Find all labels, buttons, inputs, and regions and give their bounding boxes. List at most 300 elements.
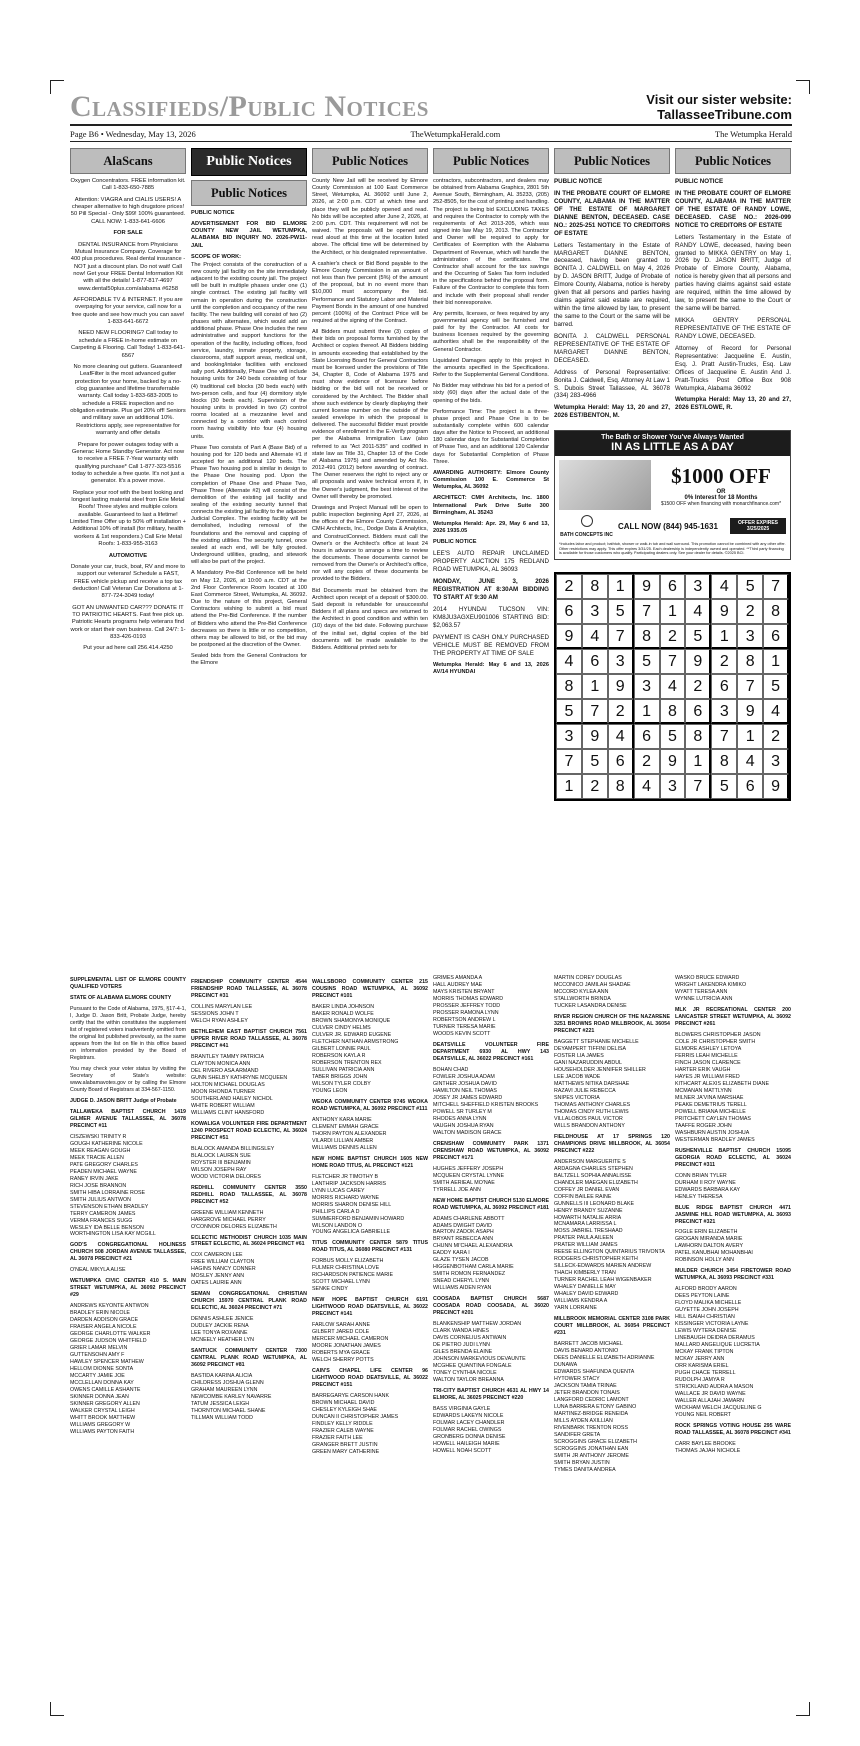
precinct-title: WALLSBORO COMMUNITY CENTER 215 COUSINS ROAD WETUMPKA, AL 36092 PRECINCT #101 xyxy=(312,979,428,999)
sudoku-cell: 6 xyxy=(582,649,608,674)
voter-name: CHESLEY KYLEIGH SHAE xyxy=(312,1407,377,1414)
precinct-title: RIVER REGION CHURCH OF THE NAZARENE 3251 BROWNS ROAD MILLBROOK, AL 36054 PRECINCT #221 xyxy=(554,1013,670,1034)
voter-name: SMITH AERIEAL MO'NAE xyxy=(433,1179,495,1186)
precinct-title: WEOKA COMMUNITY CENTER 9745 WEOKA ROAD WETUMPKA, AL 36092 PRECINCT #111 xyxy=(312,1098,428,1112)
voter-name: DEL RIVERO ASA ARMAND xyxy=(191,1067,259,1074)
voter-name: LEE JACOB WADE xyxy=(554,1073,601,1080)
voter-name: MCGHEE QUANTINA FONGALE xyxy=(433,1363,512,1370)
notice-paragraph: Bid Documents must be obtained from the Architect upon receipt of a deposit of $300.00. Said deposit is refundable for unsuccessful Bidders if all plans and specs are returned to the Architect in good condition and within ten (10) days of the bid date. Following purchase of the initial set, digital copies of the bid documents will be made available to the Bidders. Additional printed sets for xyxy=(312,587,428,651)
sudoku-cell: 1 xyxy=(763,649,789,674)
voter-name: VILLALOBOS PAUL VICTOR xyxy=(554,1115,623,1122)
precinct-title: SEMAN CONGREGATIONAL CHRISTIAN CHURCH 15970 CENTRAL PLANK ROAD ECLECTIC, AL 36024 PRECINCT #71 xyxy=(191,1291,307,1312)
voter-name: WHITE ROBERT WILLIAM xyxy=(191,1102,255,1109)
voter-name: THOMAS JAJAH NICHOLE xyxy=(675,1448,741,1455)
sudoku-cell: 3 xyxy=(634,674,660,699)
notice-title: ADVERTISEMENT FOR BID ELMORE COUNTY NEW JAIL WETUMPKA, ALABAMA BID INQUIRY NO. 2026-PW11-JAIL xyxy=(191,221,307,249)
precinct-title: REDHILL COMMUNITY CENTER 3550 REDHILL ROAD TALLASSEE, AL 36078 PRECINCT #52 xyxy=(191,1184,307,1205)
voter-name: OWENS CAMILLE ASHANTE xyxy=(70,1387,141,1394)
voter-names xyxy=(433,1067,549,1137)
voter-name: VAUGHN JOSHUA RYAN xyxy=(433,1122,494,1129)
sudoku-cell: 8 xyxy=(737,649,763,674)
voter-name: TURNER RACHEL LEAH WIGENBAKER xyxy=(554,1277,652,1284)
sudoku-cell: 2 xyxy=(634,749,660,774)
voter-name: WILSON JOSEPH RAY xyxy=(191,1166,247,1173)
voter-name: SKINNER DONNA JEAN xyxy=(70,1394,129,1401)
voter-name: SMITH JULIUS ANTWON xyxy=(70,1196,131,1203)
voter-name: BOHAN CHAD xyxy=(433,1066,469,1073)
voter-name: TURNER TERESA MARIE xyxy=(433,1023,496,1030)
voter-name: DUDLEY JACKIE RENA xyxy=(191,1323,249,1330)
voter-name: LAWHORN DALTON AVERY xyxy=(675,1243,743,1250)
sudoku-cell: 6 xyxy=(608,749,634,774)
voter-name: SCOTT MICHAEL LYNN xyxy=(312,1279,370,1286)
company-logo xyxy=(559,514,614,538)
sudoku-cell: 9 xyxy=(737,699,763,724)
awarding-authority: AWARDING AUTHORITY: Elmore County Commission 100 E. Commerce St Wetumpka, AL 36092 xyxy=(433,469,549,491)
precinct-title: COOSADA BAPTIST CHURCH 5687 COOSADA ROAD COOSADA, AL 36020 PRECINCT #201 xyxy=(433,1296,549,1317)
voter-name: GRANGER BRETT JUSTIN xyxy=(312,1442,378,1449)
sudoku-cell: 3 xyxy=(556,724,582,749)
voter-name: MCCARTY JAMIE JOE xyxy=(70,1373,125,1380)
voter-names xyxy=(312,1117,428,1152)
voter-name: TILLMAN WILLIAM TODD xyxy=(191,1415,253,1422)
voter-name: WILSON LANDON O xyxy=(312,1222,363,1229)
voter-name: STALLWORTH BRINDA xyxy=(554,995,611,1002)
precinct-title: MLK JR RECREATIONAL CENTER 200 LANCASTER STREET WETUMPKA, AL 36092 PRECINCT #261 xyxy=(675,1006,791,1027)
voter-name: WILLIAMS AIDEN RYAN xyxy=(433,1285,492,1292)
voter-name: FOLMAR LACEY CHANDLER xyxy=(433,1420,505,1427)
notice-paragraph: County New Jail will be received by Elmore County Commission at 100 East Commerce Street, Wetumpka, AL 36092 until June 2, 2026, at 2:00 p.m. CDT at which time and place they will be publicly opened and read. No bids will be accepted after June 2, 2026, at 2:00 p.m. CDT. This requirement will not be waived. The proposals will be opened and read aloud at this time at the location listed above. The official time will be determined by the Architect, or his designated representative. xyxy=(312,178,428,256)
voter-name: HAMILTON NEIL THOMAS xyxy=(433,1087,497,1094)
sudoku-cell: 8 xyxy=(634,624,660,649)
voter-name: DAVIS BENARD ANTONIO xyxy=(554,1348,619,1355)
sudoku-cell: 9 xyxy=(556,624,582,649)
site-url[interactable]: TheWetumpkaHerald.com xyxy=(410,129,501,139)
voter-name: MCKAY JERRY ANN xyxy=(675,1356,725,1363)
ad-text: Oxygen Concentrators. FREE information kit. Call 1-833-650-7885 xyxy=(70,178,186,192)
voter-name: FRAZIER FAITH LEE xyxy=(312,1435,363,1442)
voter-names xyxy=(312,1322,428,1364)
voter-name: KITHCART ALEXIS ELIZABETH DIANE xyxy=(675,1080,769,1087)
voter-names xyxy=(675,1441,791,1455)
voter-name: COX CAMERON LEE xyxy=(191,1252,243,1259)
voter-names xyxy=(433,1166,549,1194)
voter-name: SKINNER GREGORY ALLEN xyxy=(70,1401,140,1408)
voter-name: CLEMENT EMMAH GRACE xyxy=(312,1123,379,1130)
paper-name: The Wetumpka Herald xyxy=(714,129,792,139)
voter-names xyxy=(433,1406,549,1455)
voter-name: LANTHRIP JACKSON HARRIS xyxy=(312,1180,387,1187)
ad-phone[interactable]: CALL NOW (844) 945-1631 xyxy=(618,521,718,531)
voter-name: BROWN MICHAEL DAVID xyxy=(312,1400,375,1407)
voter-name: GILES BRENDA ELAINE xyxy=(433,1349,493,1356)
voter-name: MORRIS RICHARD WAYNE xyxy=(312,1194,380,1201)
voter-name: WESTERMAN BRADLEY JAMES xyxy=(675,1136,755,1143)
column-header: Public Notices xyxy=(433,148,549,174)
voter-name: FORBUS MOLLY ELIZABETH xyxy=(312,1258,384,1265)
ad-text: DENTAL INSURANCE from Physicians Mutual Insurance Company. Coverage for 400 plus procedures. Real dental insurance - NOT just a discount plan. Do not wait! Call now! Get your FREE Dental Information Kit with all the details! 1-877-817-4697 www.dental50plus.com/alabama #6258 xyxy=(70,241,186,292)
precinct-title: CAIN'S CHAPEL LIFE CENTER 96 LIGHTWOOD ROAD DEATSVILLE, AL 36022 PRECINCT #151 xyxy=(312,1368,428,1389)
payment-terms: PAYMENT IS CASH ONLY PURCHASED VEHICLE MUST BE REMOVED FROM THE PROPERTY AT TIME OF SALE xyxy=(433,633,549,657)
voter-name: FOWLER JOSHUA ADAM xyxy=(433,1073,495,1080)
voter-name: MITCHELL SHEFFIELD KRISTEN BROOKS xyxy=(433,1101,539,1108)
auction-date: MONDAY, JUNE 3, 2026 REGISTRATION AT 8:30AM BIDDING TO START AT 9:30 AM xyxy=(433,578,549,602)
voter-names xyxy=(312,1393,428,1456)
folio-line xyxy=(70,126,792,142)
voter-names xyxy=(554,1341,670,1474)
voter-name: HIGGENBOTHAM CARLA MARIE xyxy=(433,1264,514,1271)
voter-name: HOWELL NOAH SCOTT xyxy=(433,1448,492,1455)
voter-name: BAKER RONALD WOLFE xyxy=(312,1010,374,1017)
voter-name: YOUNG LEON xyxy=(312,1087,348,1094)
voter-name: GROGAN MIRANDA MARIE xyxy=(675,1236,743,1243)
voter-name: WALLACE JR DAVID WAYNE xyxy=(675,1391,746,1398)
column-public-notices-4 xyxy=(554,148,670,424)
voter-name: LUNA BARRERA ETONY GABINO xyxy=(554,1404,637,1411)
voter-col-4 xyxy=(433,975,549,1474)
voter-name: MEEK TRACIE ALLEN xyxy=(70,1154,124,1161)
voter-name: DEES PEYTON LAINE xyxy=(675,1293,730,1300)
voter-name: ROBERSON TRENTON REX xyxy=(312,1059,382,1066)
precinct-title: NEW HOPE BAPTIST CHURCH 6191 LIGHTWOOD ROAD DEATSVILLE, AL 36022 PRECINCT #141 xyxy=(312,1297,428,1318)
precinct-title: WETUMPKA CIVIC CENTER 410 S. MAIN STREET WETUMPKA, AL 36092 PRECINCT #29 xyxy=(70,1278,186,1299)
ad-line2: IN AS LITTLE AS A DAY xyxy=(611,441,734,454)
voter-name: MEEK REAGAN GOUGH xyxy=(70,1147,131,1154)
sudoku-cell: 2 xyxy=(685,674,711,699)
voter-name: GRIMES AMANDA A xyxy=(433,975,483,981)
notice-paragraph: No Bidder may withdraw his bid for a period of sixty (60) days after the actual date of the opening of the bids. xyxy=(433,383,549,404)
ad-text: Prepare for power outages today with a Generac Home Standby Generator. Act now to receive a FREE 7-Year warranty with qualifying purchase* Call 1-877-323-5516 today to schedule a free quote. It's not just a generator. It's a power move. xyxy=(71,441,185,485)
voter-names xyxy=(433,1321,549,1384)
voter-name: ANDREWS KEYONTE ANTWON xyxy=(70,1303,149,1310)
auction-title: LEE'S AUTO REPAIR UNCLAIMED PROPERTY AUCTION 175 REDLAND ROAD WETUMPKA, AL 36093 xyxy=(433,550,549,574)
sudoku-cell: 8 xyxy=(608,774,634,799)
voter-names xyxy=(433,975,549,1038)
list-preamble: Pursuant to the Code of Alabama, 1975, §17-4-1, I, Judge D. Jason Britt, Probate Judge, hereby certify that the within constitutes the supplement list of registered voters inadvertently omitted from the original list published previously, as the same appears from the list on file in this office based on information provided by the Board of Registrars. xyxy=(70,1005,186,1061)
sudoku-cell: 8 xyxy=(556,674,582,699)
sudoku-cell: 1 xyxy=(737,724,763,749)
voter-name: HOWELL HAILEIGH MARIE xyxy=(433,1441,500,1448)
column-subheader: Public Notices xyxy=(191,180,307,206)
voter-name: DEYAMPERT TIFFINI DELISA xyxy=(554,1045,627,1052)
voter-name: COLE JR CHRISTOPHER SMITH xyxy=(675,1038,756,1045)
voter-name: RANEY IRVIN JAKE xyxy=(70,1175,119,1182)
voter-name: BRADLEY ERIN NICOLE xyxy=(70,1310,130,1317)
voter-name: DUNAWA xyxy=(554,1362,578,1369)
ad-text: GOT AN UNWANTED CAR??? DONATE IT TO PATRIOTIC HEARTS. Fast free pick up. Patriotic Hearts programs help veterans find work or start their own business. Call 24/7: 1-833-426-0193 xyxy=(70,604,186,641)
voter-name: PATE GREGORY CHARLES xyxy=(70,1161,138,1168)
voter-name: ADAMS CHARLENE ABBOTT xyxy=(433,1215,505,1222)
ad-text: AFFORDABLE TV & INTERNET. If you are overpaying for your service, call now for a free quote and see how much you can save! 1-833-641-6672 xyxy=(71,297,185,326)
voter-name: ALFORD BRODY AARON xyxy=(675,1286,737,1293)
sudoku-cell: 9 xyxy=(763,774,789,799)
voter-name: BARREGARYE CARSON HANK xyxy=(312,1393,390,1400)
voter-name: WICKHAM WELCH JACQUELINE G xyxy=(675,1405,762,1412)
voter-name: FARLOW SARAH ANNE xyxy=(312,1322,370,1329)
sudoku-cell: 7 xyxy=(556,749,582,774)
voter-names xyxy=(312,1258,428,1293)
sudoku-cell: 1 xyxy=(608,574,634,599)
voter-name: SULLIVAN PATRICIA ANN xyxy=(312,1066,375,1073)
precinct-title: KOWALIGA VOLUNTEER FIRE DEPARTMENT 1240 PROSPECT ROAD ECLECTIC, AL 36024 PRECINCT #51 xyxy=(191,1120,307,1141)
sudoku-cell: 7 xyxy=(711,724,737,749)
sister-site-url[interactable]: TallasseeTribune.com xyxy=(657,106,792,122)
sudoku-cell: 3 xyxy=(737,624,763,649)
voter-name: SMITH BRYAN JUSTIN xyxy=(554,1459,610,1466)
sudoku-cell: 7 xyxy=(634,599,660,624)
ad-expires: OFFER EXPIRES 3/25/2025 xyxy=(730,518,786,534)
voter-name: MORRIS THOMAS EDWARD xyxy=(433,995,504,1002)
voter-name: CLARK WANDA HINES xyxy=(433,1328,490,1335)
voter-name: ANDERSON MARGUERITE S xyxy=(554,1158,626,1165)
voter-name: O'NEAL MIKYLA ALISE xyxy=(70,1267,126,1274)
voter-name: MILLS AYDEN AXILLIAN xyxy=(554,1418,613,1425)
voter-name: RUDOLPH JAMYA R xyxy=(675,1377,725,1384)
voter-names xyxy=(191,1373,307,1422)
voter-name: THORN PAYTON ALEXANDER xyxy=(312,1130,387,1137)
precinct-title: TRI-CITY BAPTIST CHURCH 4631 AL HWY 14 ELMORE, AL 36025 PRECINCT #220 xyxy=(433,1388,549,1402)
voter-name: FLETCHER NATHAN ARMSTRONG xyxy=(312,1038,399,1045)
notice-paragraph: A cashier's check or Bid Bond payable to the Elmore County Commission in an amount of not less than five percent (5%) of the amount of the proposal, but in no event more than $10,000 must accompany the bid. Performance and Statutory Labor and Material Payment Bonds in the amount of one hundred percent (100%) of the Contract Price will be required at the signing of the Contract. xyxy=(312,260,428,324)
precinct-title: NEW HOME BAPTIST CHURCH 5130 ELMORE ROAD WETUMPKA, AL 36092 PRECINCT #181 xyxy=(433,1197,549,1211)
precinct-title: MULDER CHURCH 3454 FIRETOWER ROAD WETUMPKA, AL 36093 PRECINCT #331 xyxy=(675,1268,791,1282)
notice-paragraph: Attorney of Record for Personal Representative: Jacqueline E. Austin, Esq. J. Pratt Austin-Trucks, Esq. Law Offices of Jacqueline E. Austin And J. Pratt-Trucks Post Office Box 908 Wetumpka, Alabama 36092 xyxy=(675,344,791,392)
voter-name: HALL AUDREY MAE xyxy=(433,981,483,988)
voter-name: MAYS KRISTEN BRYANT xyxy=(433,988,495,995)
voter-name: MCNAMARA LARRISSA L xyxy=(554,1221,617,1228)
voter-name: WILLIAMS CLINT HANSFORD xyxy=(191,1109,265,1116)
voter-name: COFFEY JR DANIEL EVAN xyxy=(554,1186,620,1193)
notice-paragraph: Phase Two consists of Part A (Base Bid) of a housing pod for 120 beds and Alternate #1 if accepted for an additional 120 beds. The Phase Two housing pod is similar in design to the Phase One housing pod. Upon the completion of Phase One and Phase Two, Phase Three (Alternate #2) will consist of the demolition of the existing jail facility and sealing of the existing security tunnel that connects the existing jail facility to the adjacent Judicial Complex. The existing facility will be demolished, including removal of the foundations and the removal and capping of the existing utilities. The security tunnel, once sealed at each end, will be fully grouted. Underground utilities, grading, and sitework will also be part of the project. xyxy=(191,444,307,566)
ad-text: Attention: VIAGRA and CIALIS USERS! A cheaper alternative to high drugstore prices! 50 Pill Special - Only $99! 100% guaranteed. CALL NOW: 1-833-641-6606 xyxy=(70,196,186,225)
voter-name: GANI NAZARUDDIN ABDUL xyxy=(554,1059,622,1066)
voter-name: PUGH CHACE TERRELL xyxy=(675,1370,736,1377)
sudoku-cell: 7 xyxy=(737,674,763,699)
voter-name: WOODS KEVIN SCOTT xyxy=(433,1030,491,1037)
voter-name: BLALOCK AMANDA BILLINGSLEY xyxy=(191,1145,275,1152)
voter-name: LINEBAUGH DEIDRA DERAMUS xyxy=(675,1335,755,1342)
voter-name: GILBERT LONNIE PAUL xyxy=(312,1045,371,1052)
sudoku-cell: 6 xyxy=(685,699,711,724)
voter-name: WYATT TERESA ANN xyxy=(675,988,728,995)
voter-name: FOLMAR RACHEL OWINGS xyxy=(433,1427,502,1434)
voter-name: RIVENBARK TRENTON ROSS xyxy=(554,1425,628,1432)
voter-name: MCNEELY HEATHER LYN xyxy=(191,1337,254,1344)
voter-col-1 xyxy=(70,975,186,1474)
voter-name: OATES LAURIE ANN xyxy=(191,1280,242,1287)
estate-notices xyxy=(554,148,791,424)
scope-heading: SCOPE OF WORK: xyxy=(191,253,242,260)
voter-name: POWELL BRIANA MICHELLE xyxy=(675,1108,746,1115)
voter-name: VERMA FRANCES SUGG xyxy=(70,1217,133,1224)
voter-name: EADDY KARA I xyxy=(433,1250,470,1257)
column-header: Public Notices xyxy=(675,148,791,174)
voter-name: SCROGGINS JONATHAN EAN xyxy=(554,1446,629,1452)
column-header: Public Notices xyxy=(312,148,428,174)
sudoku-cell: 3 xyxy=(685,574,711,599)
notice-paragraph: All Bidders must submit three (3) copies of their bids on proposal forms furnished by the Architect or copies thereof. All Bidders bidding in amounts exceeding that established by the State Licensing Board for General Contractors must be licensed under the provisions of Title 34, Chapter 8, Code of Alabama 1975 and must show evidence of licensure before bidding or the bid will not be received or considered by the Architect. The Bidder shall show such evidence by clearly displaying their current license number on the outside of the sealed envelope in which the proposal is delivered. The successful Bidder must provide evidence of enrollment in the E-Verify program per the Alabama Immigration Law (also referred to as "Act 2011-535" and codified in state law as Title 31, Chapter 13 of the Code of Alabama 1975) and amended by Act No. 2012-491 (2012) before awarding of contract. The Owner reserves the right to reject any or all proposals and waive technical errors if, in the Owner's judgment, the best interest of the Owner will thereby be promoted. xyxy=(312,329,428,500)
voter-name: LEE TONYA ROXANNE xyxy=(191,1330,248,1337)
voter-name: DARDEN ADDISON GRACE xyxy=(70,1317,138,1324)
voter-name: ROBINSON HOLLY ANN xyxy=(675,1257,734,1264)
voter-name: REESE ELLINGTON QUINTARIUS TRIVONTA xyxy=(554,1249,665,1256)
voter-name: CULVER JR. EDWARD EUGENE xyxy=(312,1031,392,1038)
voter-name: BROWN SHAMONYA MONIQUE xyxy=(312,1017,391,1024)
sudoku-cell: 6 xyxy=(737,774,763,799)
ad-text: No more cleaning out gutters. Guaranteed! LeafFilter is the most advanced gutter protection for your home, backed by a no-clog guarantee and lifetime transferrable warranty. Call today 1-833-683-2005 to schedule a FREE inspection and no obligation estimate. Plus get 20% off! Seniors and military save an additional 10%. Restrictions apply, see representative for warranty and offer details xyxy=(70,363,186,437)
sudoku-cell: 1 xyxy=(711,624,737,649)
sudoku-cell: 2 xyxy=(763,724,789,749)
precinct-title: TITUS COMMUNITY CENTER 5879 TITUS ROAD TITUS, AL 36080 PRECINCT #131 xyxy=(312,1240,428,1254)
voter-name: WHALEY DAVID EDWARD xyxy=(554,1291,619,1298)
voter-name: JETER BRANDON TONAIS xyxy=(554,1390,620,1397)
voter-col-5 xyxy=(554,975,670,1474)
sudoku-cell: 2 xyxy=(582,774,608,799)
voter-name: SNIPES VICTORIA xyxy=(554,1094,600,1101)
ad-sub-offer: $1500 OFF when financing with monarchfinance.com* xyxy=(660,500,782,507)
page-date: Page B6 • Wednesday, May 13, 2026 xyxy=(70,129,196,139)
ad-text: Put your ad here call 256.414.4250 xyxy=(83,645,173,652)
voter-name: BLALOCK LAUREN SUE xyxy=(191,1152,251,1159)
sudoku-cell: 5 xyxy=(634,649,660,674)
voter-name: HELLOM DIONNE SONTA xyxy=(70,1366,134,1373)
notice-paragraph: BONITA J. CALDWELL PERSONAL REPRESENTATIVE OF THE ESTATE OF MARGARET DIANNE BENTON, DECEASED. xyxy=(554,332,670,364)
sudoku-cell: 7 xyxy=(660,649,686,674)
voter-name: PROSSER JEFFREY TODD xyxy=(433,1002,501,1009)
sudoku-cell: 3 xyxy=(660,774,686,799)
voter-name: WILLIAMS GREGORY W xyxy=(70,1422,131,1429)
sudoku-cell: 8 xyxy=(763,599,789,624)
crop-mark-bottom-right xyxy=(796,1702,810,1716)
voter-name: GLAZE TYSEN JACOB xyxy=(433,1257,489,1264)
sudoku-cell: 1 xyxy=(660,599,686,624)
voter-names xyxy=(191,1316,307,1344)
voter-name: JOSEY JR JAMES EDWARD xyxy=(433,1094,503,1101)
voter-name: WALLER ALLAJAH JAMARN xyxy=(675,1398,744,1405)
voter-name: CULVER CINDY HELMS xyxy=(312,1024,371,1031)
ad-fineprint: *Includes labor and product; bathtub, shower or walk-in tub and wall surround. This promotion cannot be combined with any other offer. Other restrictions may apply. This offer expires 3/31/25. Each dealership is independently owned and operated. **Third party financing is available for those customers who qualify. Participating dealers only. See your dealer for details. ©2025 BCI. xyxy=(559,542,786,556)
voter-name: MALLARD ANGELIQUE LUCRETIA xyxy=(675,1342,760,1349)
notice-paragraph: A Mandatory Pre-Bid Conference will be held on May 12, 2026, at 10:00 a.m. CDT at the 2nd Floor Conference Room located at 100 East Commerce Street, Wetumpka, AL 36092. Due to the nature of this project, General Contractors wishing to submit a bid must attend the Pre-Bid Conference. If the number of Bidders who attend the Pre-Bid Conference decreases so there is little or no competition, others may be allowed to bid, or the bid may be postponed at the discretion of the Owner. xyxy=(191,570,307,648)
voter-name: MOON RHONDA TURNER xyxy=(191,1088,256,1095)
voter-name: BLANKENSHIP MATTHEW JORDAN xyxy=(433,1321,522,1328)
voter-name: TAAFFE ROGER JOHN xyxy=(675,1122,732,1129)
voter-names xyxy=(191,1004,307,1025)
voter-name: FLETCHER JR TIMOTHY B xyxy=(312,1173,379,1180)
voter-name: GRAHAM MAUREEN LYNN xyxy=(191,1387,258,1394)
notice-label: PUBLIC NOTICE xyxy=(433,539,477,546)
voter-names xyxy=(312,1004,428,1095)
voter-name: MATTHEWS NITIKA DARSHAE xyxy=(554,1080,630,1087)
voter-name: GEORGE CHARLOTTE WALKER xyxy=(70,1331,151,1338)
voter-name: BRYANT REBECCA ANN xyxy=(433,1236,494,1243)
voter-name: WALTON TAYLOR BREANNA xyxy=(433,1377,504,1384)
voter-name: HYTOWER STACY xyxy=(554,1376,600,1383)
voter-name: RODGERS CHRISTOPHER KEITH xyxy=(554,1256,638,1263)
voter-name: RHODES ANNA LYNN xyxy=(433,1115,487,1122)
voter-name: COFFIN BAILEE RAINE xyxy=(554,1193,612,1200)
sudoku-cell: 4 xyxy=(685,599,711,624)
voter-name: MCCONICO JAMILAH SHADAE xyxy=(554,981,631,988)
voter-names xyxy=(70,1303,186,1436)
voter-name: POWELL SR TURLEY M xyxy=(433,1108,492,1115)
voter-name: YOUNG NEIL ROBERT xyxy=(675,1412,731,1419)
voter-name: WRIGHT LAKENDRA KIMIKO xyxy=(675,981,747,988)
voter-name: JACKSON TAMIA TRINAE xyxy=(554,1383,617,1390)
sudoku-cell: 4 xyxy=(582,624,608,649)
voter-name: RAZAVI JULIE REBECCA xyxy=(554,1087,616,1094)
sudoku-cell: 4 xyxy=(634,774,660,799)
voter-name: KISSINGER VICTORIA LAYNE xyxy=(675,1321,749,1328)
voter-name: GOUGH KATHERINE NICOLE xyxy=(70,1140,143,1147)
precinct-title: CRENSHAW COMMUNITY PARK 1371 CRENSHAW ROAD WETUMPKA, AL 36092 PRECINCT #171 xyxy=(433,1140,549,1161)
sudoku-cell: 2 xyxy=(556,574,582,599)
voter-name: BAGGETT STEPHANIE MICHELLE xyxy=(554,1038,639,1045)
precinct-title: DEATSVILLE VOLUNTEER FIRE DEPARTMENT 6930 AL HWY 143 DEATSVILLE, AL 36022 PRECINCT #161 xyxy=(433,1041,549,1062)
voter-name: THOMAS CINDY RUTH LEWIS xyxy=(554,1108,629,1115)
voter-name: ROYSTER III BENJAMIN xyxy=(191,1159,251,1166)
column-header: Public Notices xyxy=(191,148,307,176)
voter-name: THACH KIMBERLY TRAN xyxy=(554,1270,616,1277)
sudoku-cell: 3 xyxy=(711,699,737,724)
voter-name: FINCH JASON CLARENCE xyxy=(675,1059,741,1066)
voter-name: WILLIAMS KENDRA A xyxy=(554,1298,608,1305)
voter-name: PEADEN MICHAEL WAYNE xyxy=(70,1168,137,1175)
architect: ARCHITECT: CMH Architects, Inc. 1800 International Park Drive Suite 300 Birmingham, AL 35243 xyxy=(433,495,549,516)
sudoku-cell: 5 xyxy=(711,774,737,799)
voter-name: COLLINS MARYLAN LEE xyxy=(191,1003,253,1010)
voter-name: YARN LORRAINE xyxy=(554,1305,597,1312)
voter-name: GUTTENSOHN AMY F xyxy=(70,1352,125,1359)
sudoku-cell: 8 xyxy=(660,699,686,724)
voter-name: SILLECK-EDWARDS MARIEN ANDREW xyxy=(554,1263,652,1270)
voter-name: CHILDRESS JOSHUA GLENN xyxy=(191,1380,264,1387)
voter-name: DURHAM II ROY WAYNE xyxy=(675,1179,736,1186)
voter-name: FLOYD MALIKA MICHELLE xyxy=(675,1300,742,1307)
ad-offer-row xyxy=(555,456,790,512)
publication-dates: Wetumpka Herald: May 13, 20 and 27, 2026 EST/BENTON, M. xyxy=(554,404,670,420)
voter-names xyxy=(675,1286,791,1419)
voter-names xyxy=(675,975,791,1003)
sudoku-cell: 6 xyxy=(660,574,686,599)
voter-name: PRITCHETT CAYLEN THOMAS xyxy=(675,1115,751,1122)
voter-name: CARR BAYLEE BROOKE xyxy=(675,1441,736,1448)
voter-names xyxy=(675,1173,791,1201)
sudoku-cell: 1 xyxy=(685,749,711,774)
voter-name: GILBERT JARED COLE xyxy=(312,1329,370,1336)
voter-name: HOWARTH NATALIE ARRIA xyxy=(554,1214,622,1221)
bath-concepts-ad[interactable] xyxy=(554,430,791,560)
notice-paragraph: contractors, subcontractors, and dealers may be obtained from Alabama Graphics, 2801 5th Avenue South, Birmingham, AL 35233, (205) 252-8505, for the cost of printing and handling. The project is being bid EXCLUDING TAXES and requires the Contractor to comply with the requirements of Act 2013-205, which was signed into law May 19, 2013. The Contractor and Owner will be required to apply for Certificates of Exemption with the Alabama Department of Revenue, which will handle the administration of the certificates. The Contractor shall account for the tax savings and the Occurring of Sales Tax form included in the specifications behind the proposal form. Failure of the Contractor to complete this form and include with their proposal shall render their bid nonresponsive. xyxy=(433,178,549,306)
voter-list-columns xyxy=(70,975,792,1474)
voter-name: ROBERTS MYA GRACE xyxy=(312,1350,371,1357)
voter-name: EDWARDS BARBARA KAY xyxy=(675,1186,741,1193)
notice-paragraph: Sealed bids from the General Contractors for the Elmore xyxy=(191,653,307,667)
column-header: AlaScans xyxy=(70,148,186,174)
sudoku-cell: 9 xyxy=(634,574,660,599)
voter-name: WHALEY DANIELLE MAY xyxy=(554,1284,616,1291)
voter-name: HENRY BRANDY SUZANNE xyxy=(554,1207,623,1214)
sudoku-cell: 5 xyxy=(737,574,763,599)
voter-name: FRAISER ANGELA NICOLE xyxy=(70,1324,137,1331)
voter-name: PHILLIPS CARLA D xyxy=(312,1208,360,1215)
voter-name: GRIER LAMAR MELVIN xyxy=(70,1345,128,1352)
voter-name: MARTINEZ-BRIDGE RENEIDA xyxy=(554,1411,629,1418)
precinct-title: GOD'S CONGREGATIONAL HOLINESS CHURCH 508 JORDAN AVENUE TALLASSEE, AL 36078 PRECINCT #21 xyxy=(70,1242,186,1263)
voter-names xyxy=(554,1039,670,1130)
voter-name: SMITH HIBA LORRAINE ROSE xyxy=(70,1189,146,1196)
voter-name: ORR KARISMA ERIEL xyxy=(675,1363,729,1370)
